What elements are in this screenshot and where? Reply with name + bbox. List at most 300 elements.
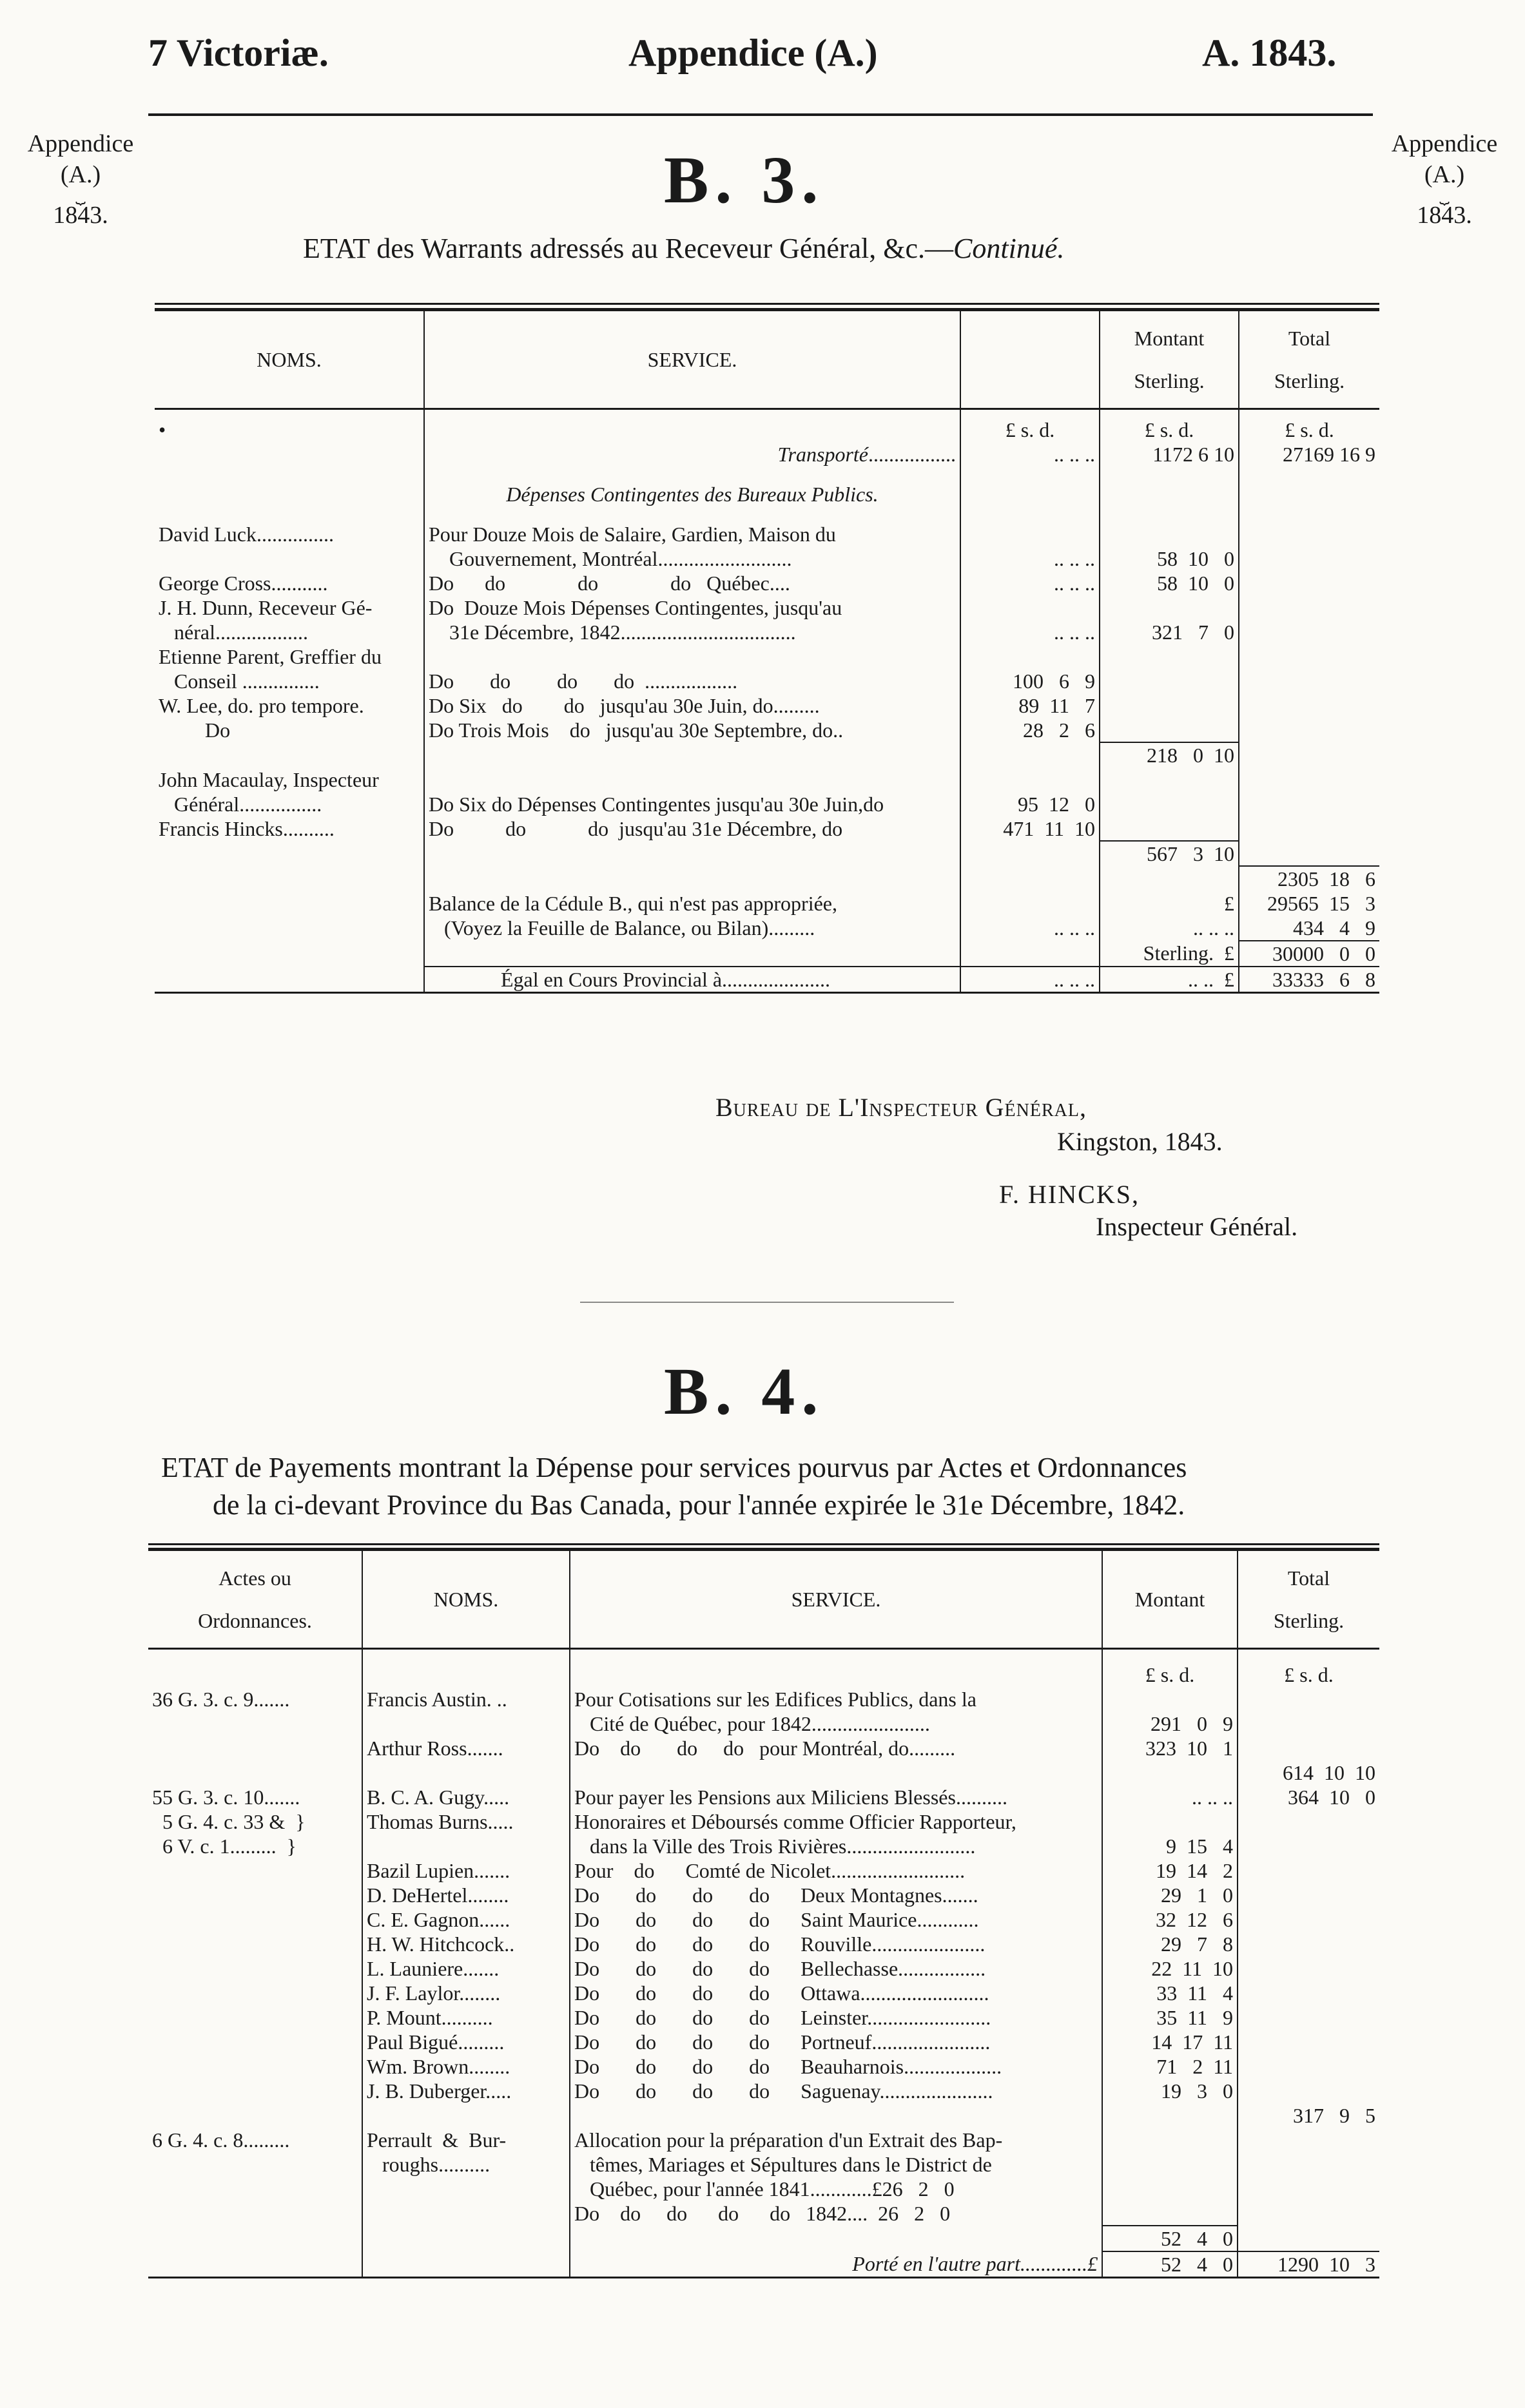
transport-c3: .. .. .. [960,442,1100,467]
row-amount: .. .. .. [960,620,1100,644]
table-row [155,967,1379,993]
row-service: Do do do do Saguenay...................... [570,2079,1102,2103]
row-nom: Do [159,718,231,742]
row-total [1238,1736,1379,1760]
table-row [155,620,1379,644]
row-acte [148,2103,362,2128]
row-acte [148,2177,362,2201]
row-nom [362,2103,570,2128]
row-acte [148,2005,362,2030]
row-service: Do do do do .................. [424,669,960,693]
row-total [1238,2030,1379,2054]
row-service: Balance de la Cédule B., qui n'est pas appropriée, [424,891,960,916]
row-total [1238,2079,1379,2103]
row-montant [1100,644,1239,669]
table-row [148,2030,1379,2054]
table-row [155,571,1379,595]
row-montant [1102,2177,1238,2201]
row-montant: 58 10 0 [1100,546,1239,571]
row-service: Do do do do Leinster........................ [570,2005,1102,2030]
transport-row [155,442,1379,467]
row-total [1239,669,1379,693]
row-total [1238,2005,1379,2030]
row-acte [148,2152,362,2177]
row-acte [148,1907,362,1932]
row-service [424,767,960,792]
row-service: Do do do do Rouville...................... [570,1932,1102,1956]
row-total [1239,792,1379,816]
row-amount [960,595,1100,620]
row-service: Do do do do pour Montréal, do......... [570,1736,1102,1760]
table-row [148,2201,1379,2226]
b3-caption [303,232,1064,265]
row-nom: Perrault & Bur- [362,2128,570,2152]
signature-bureau: Bureau de L'Inspecteur Général, [715,1093,1087,1122]
row-nom: P. Mount.......... [362,2005,570,2030]
row-acte [148,2030,362,2054]
row-total [1238,1858,1379,1883]
table-row [148,2005,1379,2030]
table-row [148,1760,1379,1785]
units: £ s. d. [960,409,1100,443]
row-amount: .. .. .. [960,546,1100,571]
row-nom [362,1711,570,1736]
table-row [148,1981,1379,2005]
margin-note-left [6,129,155,231]
row-service: 31e Décembre, 1842.................................. [424,620,960,644]
col-montant [1100,310,1239,409]
table-row [148,1711,1379,1736]
row-service [424,941,960,966]
row-acte: 6 G. 4. c. 8......... [152,2128,290,2152]
table-row [148,1736,1379,1760]
row-service: Do Six do Dépenses Contingentes jusqu'au 30e Juin,do [424,792,960,816]
row-nom: J. F. Laylor........ [362,1981,570,2005]
table-row [155,941,1379,966]
row-service [424,644,960,669]
row-amount: 28 2 6 [960,718,1100,742]
row-service: Gouvernement, Montréal.......................... [424,546,960,571]
row-nom: W. Lee, do. pro tempore. [159,694,364,717]
row-nom: David Luck............... [159,523,334,546]
b3-caption-text: ETAT des Warrants adressés au Receveur Général, &c.— [303,233,954,264]
row-montant: 19 3 0 [1102,2079,1238,2103]
margin-year: 1843. [53,201,108,229]
row-service: Pour Douze Mois de Salaire, Gardien, Maison du [424,522,960,546]
table-row [155,816,1379,841]
row-total [1238,2152,1379,2177]
row-nom: Paul Bigué......... [362,2030,570,2054]
header-center: Appendice (A.) [628,32,878,74]
row-total: 364 10 0 [1238,1785,1379,1809]
row-acte [148,1932,362,1956]
row-amount [960,742,1100,767]
col-total-l1: Total [1287,1566,1330,1590]
row-montant: 22 11 10 [1102,1956,1238,1981]
row-acte: 36 G. 3. c. 9....... [152,1688,290,1711]
row-total [1238,2226,1379,2251]
col-total [1239,310,1379,409]
row-total: 1290 10 3 [1238,2251,1379,2278]
row-nom: Arthur Ross....... [362,1736,570,1760]
b3-heading: B. 3. [664,143,825,217]
row-montant: 71 2 11 [1102,2054,1238,2079]
row-service [570,2103,1102,2128]
row-montant: 14 17 11 [1102,2030,1238,2054]
row-total: 30000 0 0 [1239,941,1379,966]
row-montant [1100,767,1239,792]
margin-appendice: Appendice [1391,130,1498,157]
row-nom [155,742,424,767]
row-total [1239,620,1379,644]
row-amount [960,644,1100,669]
row-acte [148,1883,362,1907]
section-divider [580,1302,954,1303]
row-service: Do do do do Portneuf....................... [570,2030,1102,2054]
table-row [155,891,1379,916]
table-row [155,522,1379,546]
col-noms: NOMS. [362,1550,570,1649]
row-total [1238,1956,1379,1981]
row-total [1238,1883,1379,1907]
table-row [155,742,1379,767]
row-service: Pour Cotisations sur les Edifices Publics, dans la [570,1687,1102,1711]
row-service: Allocation pour la préparation d'un Extrait des Bap- [570,2128,1102,2152]
row-service [570,1760,1102,1785]
transport-label: Transporté................. [424,442,960,467]
col-montant: Montant [1102,1550,1238,1649]
col-total [1238,1550,1379,1649]
row-montant: 29 1 0 [1102,1883,1238,1907]
col-montant-l2: Sterling. [1134,369,1205,392]
b3-caption-continued: Continué. [953,233,1065,264]
units: £ s. d. [1100,409,1239,443]
row-nom [362,1834,570,1858]
row-total [1238,1711,1379,1736]
row-nom: Thomas Burns..... [362,1809,570,1834]
b4-caption-line2: de la ci-devant Province du Bas Canada, pour l'année expirée le 31e Décembre, 1842. [213,1489,1185,1521]
table-row [148,1834,1379,1858]
row-montant [1102,1687,1238,1711]
row-nom: Wm. Brown........ [362,2054,570,2079]
row-acte [148,1956,362,1981]
row-service: Do do do do Ottawa......................... [570,1981,1102,2005]
table-row [155,669,1379,693]
row-montant: 321 7 0 [1100,620,1239,644]
row-montant [1100,816,1239,841]
col-noms: NOMS. [155,310,424,409]
margin-note-right [1370,129,1519,231]
table-row [148,1932,1379,1956]
row-amount [960,767,1100,792]
row-nom [362,2251,570,2278]
table-row [148,1907,1379,1932]
row-montant: 291 0 9 [1102,1711,1238,1736]
col-service: SERVICE. [570,1550,1102,1649]
row-acte [148,1760,362,1785]
margin-a: (A.) [60,160,101,188]
row-nom: J. B. Duberger..... [362,2079,570,2103]
col-total-l2: Sterling. [1274,369,1345,392]
row-service: Pour do Comté de Nicolet.......................... [570,1858,1102,1883]
row-nom: George Cross........... [159,572,328,595]
table-row [148,1858,1379,1883]
row-acte: 6 V. c. 1......... } [152,1835,296,1858]
col-actes-l2: Ordonnances. [198,1609,312,1632]
row-total: 33333 6 8 [1239,967,1379,993]
row-montant: 323 10 1 [1102,1736,1238,1760]
row-acte [148,2054,362,2079]
row-montant: 58 10 0 [1100,571,1239,595]
b4-table [148,1548,1379,2278]
table-row [155,841,1379,866]
table-row [155,916,1379,940]
row-acte [148,1736,362,1760]
row-acte [148,2079,362,2103]
row-total [1238,1809,1379,1834]
row-acte: 55 G. 3. c. 10....... [152,1786,300,1809]
row-acte [148,1981,362,2005]
row-montant: 218 0 10 [1100,742,1239,767]
row-montant: 9 15 4 [1102,1834,1238,1858]
b3-top-rule [155,303,1379,305]
row-total [1238,2177,1379,2201]
row-montant: £ [1100,891,1239,916]
table-row [148,2177,1379,2201]
row-montant: 52 4 0 [1102,2226,1238,2251]
col-montant-l1: Montant [1134,327,1205,350]
row-montant: 35 11 9 [1102,2005,1238,2030]
row-nom: L. Launiere....... [362,1956,570,1981]
row-nom [155,941,424,966]
row-total [1239,595,1379,620]
row-service: Égal en Cours Provincial à..................... [424,967,960,993]
row-montant [1100,693,1239,718]
row-montant [1102,2201,1238,2226]
row-amount: 471 11 10 [960,816,1100,841]
table-row [155,644,1379,669]
row-total: 2305 18 6 [1239,866,1379,891]
row-service: Do do do do do 1842.... 26 2 0 [570,2201,1102,2226]
table-row [155,595,1379,620]
header-rule [148,113,1373,116]
b4-heading: B. 4. [664,1354,825,1429]
row-nom [155,841,424,866]
table-row [148,2103,1379,2128]
row-service: dans la Ville des Trois Rivières......................... [570,1834,1102,1858]
row-montant [1100,669,1239,693]
transport-montant: 1172 6 10 [1100,442,1239,467]
table-row [155,718,1379,742]
col-total-l1: Total [1288,327,1331,350]
table-row [148,1785,1379,1809]
row-acte [148,2201,362,2226]
row-montant: .. .. .. [1102,1785,1238,1809]
row-total [1239,522,1379,546]
row-amount: .. .. .. [960,967,1100,993]
signature-title: Inspecteur Général. [1096,1212,1298,1241]
row-total [1238,2201,1379,2226]
row-nom [362,2201,570,2226]
row-nom: Francis Hincks.......... [159,817,335,840]
row-amount [960,891,1100,916]
header-left: 7 Victoriæ. [148,32,329,74]
row-service: Do do do do Bellechasse................. [570,1956,1102,1981]
row-nom: H. W. Hitchcock.. [362,1932,570,1956]
col-service: SERVICE. [424,310,960,409]
row-service: têmes, Mariages et Sépultures dans le District de [570,2152,1102,2177]
row-montant [1100,866,1239,891]
row-montant [1102,2103,1238,2128]
row-total [1238,1932,1379,1956]
row-service: Do do do do Beauharnois................... [570,2054,1102,2079]
row-nom: J. H. Dunn, Receveur Gé- [159,596,373,619]
row-service: Pour payer les Pensions aux Miliciens Blessés.......... [570,1785,1102,1809]
row-total [1239,644,1379,669]
row-total [1238,1834,1379,1858]
row-montant: .. .. .. [1100,916,1239,940]
row-total [1238,1907,1379,1932]
row-montant [1102,1809,1238,1834]
row-nom [362,2177,570,2201]
table-row [148,2152,1379,2177]
row-montant: 19 14 2 [1102,1858,1238,1883]
row-montant [1102,1760,1238,1785]
row-montant [1102,2128,1238,2152]
b3-header-row [155,310,1379,409]
row-service [570,2226,1102,2251]
row-service: (Voyez la Feuille de Balance, ou Bilan)......... [424,916,960,940]
row-montant [1100,718,1239,742]
row-nom: John Macaulay, Inspecteur [159,768,379,791]
row-total: 434 4 9 [1239,916,1379,940]
col-blank [960,310,1100,409]
margin-year: 1843. [1417,201,1472,229]
units: £ s. d. [1239,409,1379,443]
row-amount: .. .. .. [960,571,1100,595]
row-total [1238,2128,1379,2152]
row-amount: 95 12 0 [960,792,1100,816]
brace-icon: ⏟ [75,186,86,204]
row-montant: 29 7 8 [1102,1932,1238,1956]
table-row [148,1687,1379,1711]
row-total [1239,841,1379,866]
row-total [1238,1981,1379,2005]
row-montant [1102,2152,1238,2177]
row-amount [960,522,1100,546]
margin-appendice: Appendice [27,130,134,157]
row-service: Do do do do Deux Montagnes....... [570,1883,1102,1907]
table-row [148,2128,1379,2152]
table-row [148,2079,1379,2103]
row-total [1239,571,1379,595]
row-service: Do do do do Saint Maurice............ [570,1907,1102,1932]
table-row [148,2251,1379,2278]
margin-a: (A.) [1424,160,1465,188]
row-montant: .. .. £ [1100,967,1239,993]
table-row [155,792,1379,816]
row-service: Québec, pour l'année 1841............£26 2 0 [570,2177,1102,2201]
row-nom: Bazil Lupien....... [362,1858,570,1883]
row-montant [1100,522,1239,546]
row-amount [960,841,1100,866]
row-total: 29565 15 3 [1239,891,1379,916]
row-nom: C. E. Gagnon...... [362,1907,570,1932]
row-total [1239,718,1379,742]
subheading-row [155,467,1379,522]
row-amount: 100 6 9 [960,669,1100,693]
row-service: Do do do jusqu'au 31e Décembre, do [424,816,960,841]
signature-place: Kingston, 1843. [1057,1127,1223,1156]
b4-header-row [148,1550,1379,1649]
row-amount: .. .. .. [960,916,1100,940]
col-actes [148,1550,362,1649]
table-row [148,1956,1379,1981]
row-total [1238,1687,1379,1711]
row-total [1239,546,1379,571]
row-total [1239,693,1379,718]
units: £ s. d. [1238,1649,1379,1688]
row-acte [148,2226,362,2251]
row-montant: 52 4 0 [1102,2251,1238,2278]
row-service [424,866,960,891]
row-nom [362,2226,570,2251]
row-nom: Francis Austin. .. [362,1687,570,1711]
table-row [148,2226,1379,2251]
row-montant [1100,792,1239,816]
table-row [148,1883,1379,1907]
row-total [1238,2054,1379,2079]
transport-total: 27169 16 9 [1239,442,1379,467]
row-service: Do do do do Québec.... [424,571,960,595]
row-total [1239,816,1379,841]
col-actes-l1: Actes ou [219,1566,291,1590]
row-acte [148,1858,362,1883]
row-amount [960,941,1100,966]
row-nom [362,1760,570,1785]
row-montant: 567 3 10 [1100,841,1239,866]
row-acte [148,1711,362,1736]
header-right: A. 1843. [1202,32,1337,74]
row-total: 317 9 5 [1238,2103,1379,2128]
units-row [148,1649,1379,1688]
units-row: • £ s. d. £ s. d. £ s. d. [155,409,1379,443]
row-service: Do Six do do jusqu'au 30e Juin, do......... [424,693,960,718]
row-nom [155,967,424,993]
row-amount [960,866,1100,891]
row-nom: roughs.......... [362,2152,570,2177]
row-nom: Etienne Parent, Greffier du [159,645,382,668]
row-total [1239,767,1379,792]
row-service: Porté en l'autre part.............£ [570,2251,1102,2278]
table-row [148,1809,1379,1834]
table-row [155,866,1379,891]
row-nom: Général................ [159,793,322,816]
b4-caption-line1: ETAT de Payements montrant la Dépense pour services pourvus par Actes et Ordonnances [161,1452,1187,1483]
row-nom: Conseil ............... [159,669,320,693]
col-total-l2: Sterling. [1273,1609,1345,1632]
table-row [155,693,1379,718]
row-nom [155,866,424,891]
row-montant [1100,595,1239,620]
row-acte [148,2251,362,2278]
b4-top-rule [148,1543,1379,1545]
row-montant: 33 11 4 [1102,1981,1238,2005]
row-montant: 32 12 6 [1102,1907,1238,1932]
brace-icon: ⏟ [1439,186,1450,204]
row-service: Cité de Québec, pour 1842....................... [570,1711,1102,1736]
row-nom [155,916,424,940]
